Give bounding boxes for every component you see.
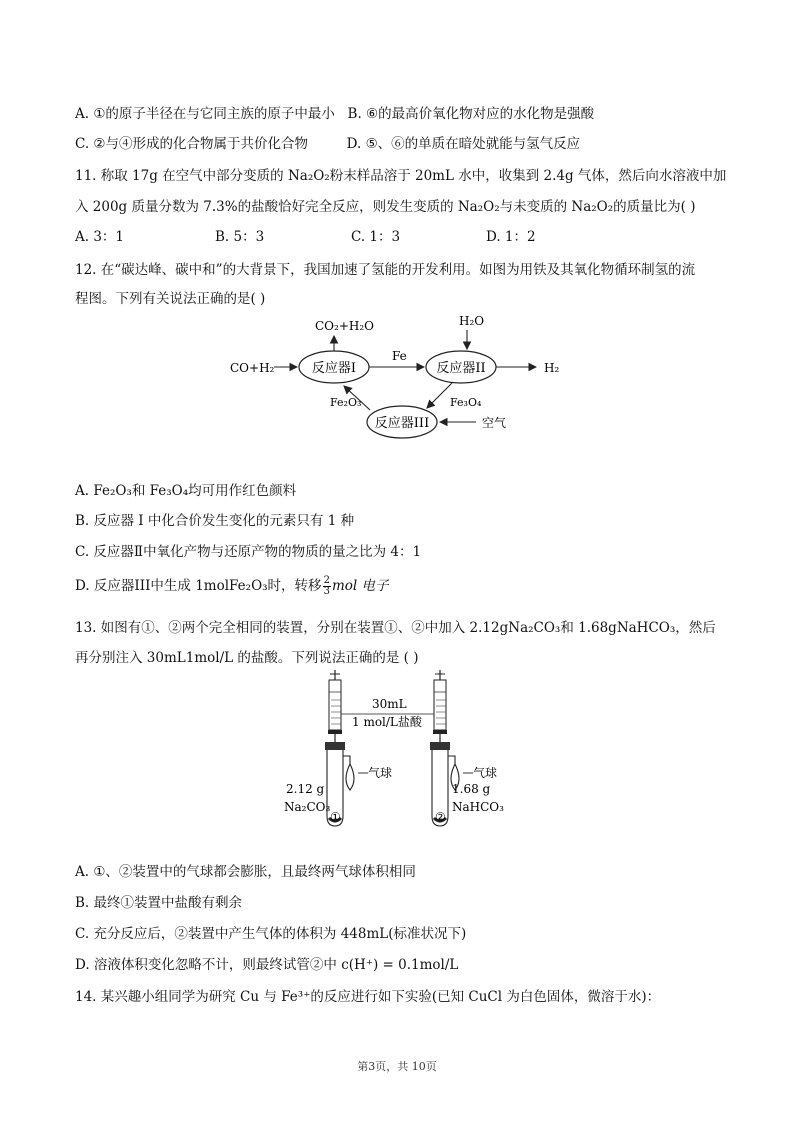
fe-label: Fe: [392, 349, 407, 363]
q13-option-a: A. ①、②装置中的气球都会膨胀，且最终两气球体积相同: [75, 864, 416, 880]
input-co-h2-label: CO+H₂: [230, 361, 275, 375]
q12-flow-diagram: [220, 308, 580, 444]
q12-option-d-post: mol 电子: [331, 578, 389, 594]
q14-stem-line1: 14. 某兴趣小组同学为研究 Cu 与 Fe³⁺的反应进行如下实验(已知 CuCl 为白色固体，微溶于水)：: [75, 989, 661, 1005]
fe3o4-label: Fe₃O₄: [450, 396, 482, 409]
q11-option-a: A. 3：1: [75, 229, 125, 245]
device-2-number: ②: [435, 810, 446, 824]
mass-2-label: 1.68 g: [452, 782, 491, 796]
volume-label: 30mL: [372, 697, 407, 711]
fraction-denominator: 3: [323, 586, 330, 597]
q12-option-d: [75, 576, 388, 597]
q10-option-b: B. ⑥的最高价氧化物对应的水化物是强酸: [347, 106, 595, 122]
device-1-number: ①: [330, 810, 341, 824]
arrow-fe3o4: [427, 383, 452, 408]
q12-option-b: B. 反应器 I 中化合价发生变化的元素只有 1 种: [75, 513, 355, 529]
q13-option-b: B. 最终①装置中盐酸有剩余: [75, 895, 243, 911]
q13-stem-line1: 13. 如图有①、②两个完全相同的装置，分别在装置①、②中加入 2.12gNa₂CO₃和 1.68gNaHCO₃，然后: [75, 620, 716, 636]
q10-option-c: C. ②与④形成的化合物属于共价化合物: [75, 136, 309, 152]
output-co2-h2o-label: CO₂+H₂O: [315, 319, 374, 333]
water-label: H₂O: [459, 314, 485, 328]
acid-label: 1 mol/L盐酸: [352, 715, 422, 729]
q11-options: [75, 227, 536, 247]
fraction-two-thirds: [323, 576, 331, 597]
q11-stem-line2: 入 200g 质量分数为 7.3%的盐酸恰好完全反应，则发生变质的 Na₂O₂与未变质的 Na₂O₂的质量比为( ): [75, 199, 696, 215]
q11-stem-line1: 11. 称取 17g 在空气中部分变质的 Na₂O₂粉末样品溶于 20mL 水中，收集到 2.4g 气体，然后向水溶液中加: [75, 168, 727, 184]
q11-option-b: B. 5：3: [215, 229, 265, 245]
q10-option-cd: [75, 134, 580, 154]
q12-option-c: C. 反应器Ⅱ中氧化产物与还原产物的物质的量之比为 4：1: [75, 544, 422, 560]
q12-stem-line2: 程图。下列有关说法正确的是( ): [75, 291, 266, 307]
q13-option-d: D. 溶液体积变化忽略不计，则最终试管②中 c(H⁺) = 0.1mol/L: [75, 957, 459, 973]
syringe-1: [328, 670, 342, 744]
syringe-2: [433, 670, 447, 744]
q13-stem-line2: 再分别注入 30mL1mol/L 的盐酸。下列说法正确的是 ( ): [75, 650, 419, 666]
reactor-2-label: 反应器II: [436, 361, 486, 376]
q11-option-d: D. 1：2: [486, 229, 536, 245]
h2-label: H₂: [544, 361, 560, 375]
fraction-numerator: 2: [323, 575, 330, 586]
balloon-1-label: 气球: [368, 766, 393, 780]
q13-apparatus-diagram: [280, 668, 520, 830]
reactor-3-label: 反应器III: [374, 416, 430, 431]
balloon-1-shape: [346, 764, 354, 790]
q10-option-a: A. ①的原子半径在与它同主族的原子中最小: [75, 106, 335, 122]
q12-stem-line1: 12. 在“碳达峰、碳中和”的大背景下，我国加速了氢能的开发利用。如图为用铁及其氧化物循环制氢的流: [75, 262, 696, 278]
q13-option-c: C. 充分反应后，②装置中产生气体的体积为 448mL(标准状况下): [75, 926, 467, 942]
page-footer: 第3页，共 10页: [357, 1060, 437, 1073]
q12-option-d-pre: D. 反应器III中生成 1molFe₂O₃时，转移: [75, 578, 322, 594]
air-label: 空气: [482, 416, 507, 430]
salt-1-label: Na₂CO₃: [284, 800, 331, 814]
salt-2-label: NaHCO₃: [452, 800, 504, 814]
q12-option-a: A. Fe₂O₃和 Fe₃O₄均可用作红色颜料: [75, 483, 297, 499]
balloon-2-label: 气球: [473, 766, 498, 780]
reactor-1-label: 反应器I: [311, 361, 357, 376]
mass-1-label: 2.12 g: [286, 782, 325, 796]
fe2o3-label: Fe₂O₃: [330, 396, 362, 409]
q10-option-d: D. ⑤、⑥的单质在暗处就能与氢气反应: [346, 136, 581, 152]
q10-option-ab: [75, 104, 594, 124]
q11-option-c: C. 1：3: [351, 229, 401, 245]
